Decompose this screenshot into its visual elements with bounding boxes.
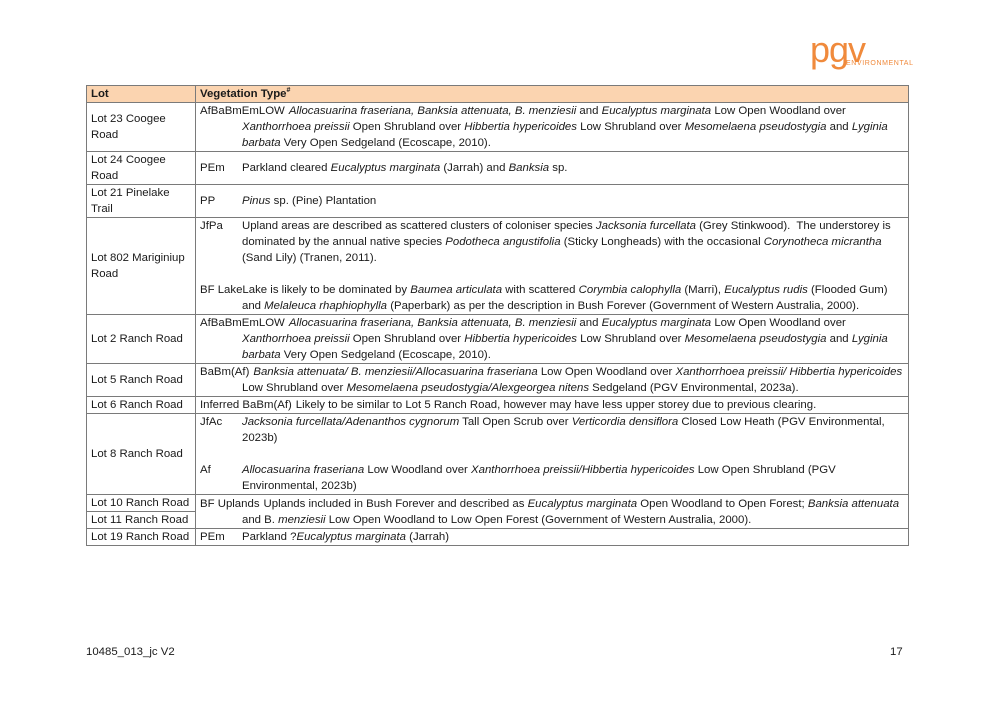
vegetation-code: BF Lake xyxy=(200,284,243,296)
document-id: 10485_013_jc V2 xyxy=(86,646,175,658)
table-header-row xyxy=(87,86,909,103)
header-vegetation-label: Vegetation Type xyxy=(200,88,287,100)
vegetation-cell xyxy=(196,414,909,495)
vegetation-cell xyxy=(196,185,909,218)
vegetation-entry xyxy=(200,315,904,363)
vegetation-description: Jacksonia furcellata/Adenanthos cygnorum Tall Open Scrub over Verticordia densiflora Closed Low Heath (PGV Environmental, 2023b) xyxy=(242,416,885,444)
lot-cell: Lot 6 Ranch Road xyxy=(87,397,196,414)
header-lot: Lot xyxy=(87,86,196,103)
vegetation-cell xyxy=(196,315,909,364)
table-row xyxy=(87,414,909,495)
vegetation-description: Allocasuarina fraseriana Low Woodland over Xanthorrhoea preissii/Hibbertia hypericoides Low Open Shrubland (PGV Environmental, 2023b) xyxy=(242,464,836,492)
table-row xyxy=(87,218,909,315)
vegetation-entry xyxy=(200,160,904,176)
vegetation-cell xyxy=(196,364,909,397)
vegetation-entry xyxy=(200,414,904,446)
vegetation-entry xyxy=(200,103,904,151)
lot-cell: Lot 11 Ranch Road xyxy=(87,512,196,529)
vegetation-description: Parkland ?Eucalyptus marginata (Jarrah) xyxy=(242,531,450,543)
lot-cell: Lot 23 Coogee Road xyxy=(87,103,196,152)
table-row xyxy=(87,152,909,185)
vegetation-cell xyxy=(196,397,909,414)
lot-cell: Lot 2 Ranch Road xyxy=(87,315,196,364)
vegetation-description: Pinus sp. (Pine) Plantation xyxy=(242,195,377,207)
table-row xyxy=(87,315,909,364)
table-row xyxy=(87,529,909,546)
lot-cell: Lot 8 Ranch Road xyxy=(87,414,196,495)
vegetation-description: Banksia attenuata/ B. menziesii/Allocasuarina fraseriana Low Open Woodland over Xanthorrhoea preissii/ Hibbertia hypericoides Low Shrubland over Mesomelaena pseudostygia/Alexgeorgea nitens Sedgeland (PGV Environmental, 2023a). xyxy=(242,366,903,394)
table-row xyxy=(87,364,909,397)
vegetation-entry xyxy=(200,282,904,314)
vegetation-cell xyxy=(196,152,909,185)
vegetation-description: Allocasuarina fraseriana, Banksia attenuata, B. menziesii and Eucalyptus marginata Low Open Woodland over Xanthorrhoea preissii Open Shrubland over Hibbertia hypericoides Low Shrubland over Mesomelaena pseudostygia and Lyginia barbata Very Open Sedgeland (Ecoscape, 2010). xyxy=(242,317,888,361)
vegetation-code: AfBaBmEmLOW xyxy=(200,105,285,117)
logo-main-text: pgv xyxy=(810,29,866,70)
vegetation-cell xyxy=(196,495,909,529)
vegetation-description: Upland areas are described as scattered clusters of coloniser species Jacksonia furcellata (Grey Stinkwood). The understorey is dominated by the annual native species Podotheca angustifolia (Sticky Longheads) with the occasional Corynotheca micrantha (Sand Lily) (Tranen, 2011). xyxy=(242,220,891,264)
header-footnote-mark: # xyxy=(286,87,291,95)
vegetation-code: BaBm(Af) xyxy=(200,366,250,378)
vegetation-code: JfPa xyxy=(200,220,223,232)
vegetation-entry xyxy=(200,529,904,545)
vegetation-entry xyxy=(200,462,904,494)
vegetation-table xyxy=(86,85,909,546)
entry-spacer xyxy=(200,446,904,462)
vegetation-code: PEm xyxy=(200,531,225,543)
table-row xyxy=(87,397,909,414)
vegetation-cell xyxy=(196,529,909,546)
vegetation-code: JfAc xyxy=(200,416,223,428)
vegetation-description: Likely to be similar to Lot 5 Ranch Road, however may have less upper storey due to previous clearing. xyxy=(295,399,817,411)
lot-cell: Lot 10 Ranch Road xyxy=(87,495,196,512)
vegetation-code: AfBaBmEmLOW xyxy=(200,317,285,329)
vegetation-description: Lake is likely to be dominated by Baumea articulata with scattered Corymbia calophylla (Marri), Eucalyptus rudis (Flooded Gum) and Melaleuca rhaphiophylla (Paperbark) as per the description in Bush Forever (Government of Western Australia, 2000). xyxy=(242,284,888,312)
logo-sub-text: ENVIRONMENTAL xyxy=(846,60,914,67)
vegetation-description: Parkland cleared Eucalyptus marginata (Jarrah) and Banksia sp. xyxy=(242,162,568,174)
vegetation-code: BF Uplands xyxy=(200,497,260,510)
vegetation-description: Allocasuarina fraseriana, Banksia attenuata, B. menziesii and Eucalyptus marginata Low Open Woodland over Xanthorrhoea preissii Open Shrubland over Hibbertia hypericoides Low Shrubland over Mesomelaena pseudostygia and Lyginia barbata Very Open Sedgeland (Ecoscape, 2010). xyxy=(242,105,888,149)
lot-cell: Lot 21 Pinelake Trail xyxy=(87,185,196,218)
table-row xyxy=(87,103,909,152)
lot-cell: Lot 19 Ranch Road xyxy=(87,529,196,546)
vegetation-entry xyxy=(200,397,904,413)
vegetation-code: PP xyxy=(200,195,216,207)
table-row xyxy=(87,495,909,512)
vegetation-entry xyxy=(200,364,904,396)
lot-cell: Lot 802 Mariginiup Road xyxy=(87,218,196,315)
table-row xyxy=(87,185,909,218)
vegetation-code: Af xyxy=(200,464,211,476)
vegetation-entry xyxy=(200,496,904,528)
vegetation-entry xyxy=(200,218,904,266)
header-vegetation-type xyxy=(196,86,909,103)
vegetation-code: Inferred BaBm(Af) xyxy=(200,399,292,411)
vegetation-cell xyxy=(196,218,909,315)
vegetation-cell xyxy=(196,103,909,152)
vegetation-entry xyxy=(200,193,904,209)
page-number: 17 xyxy=(890,646,903,658)
lot-cell: Lot 5 Ranch Road xyxy=(87,364,196,397)
pgv-logo xyxy=(810,29,914,70)
vegetation-code: PEm xyxy=(200,162,225,174)
vegetation-description: Uplands included in Bush Forever and described as Eucalyptus marginata Open Woodland to Open Forest; Banksia attenuata and B. menziesii Low Open Woodland to Low Open Forest (Government of Western Australia, 2000). xyxy=(242,497,900,526)
lot-cell: Lot 24 Coogee Road xyxy=(87,152,196,185)
entry-spacer xyxy=(200,266,904,282)
